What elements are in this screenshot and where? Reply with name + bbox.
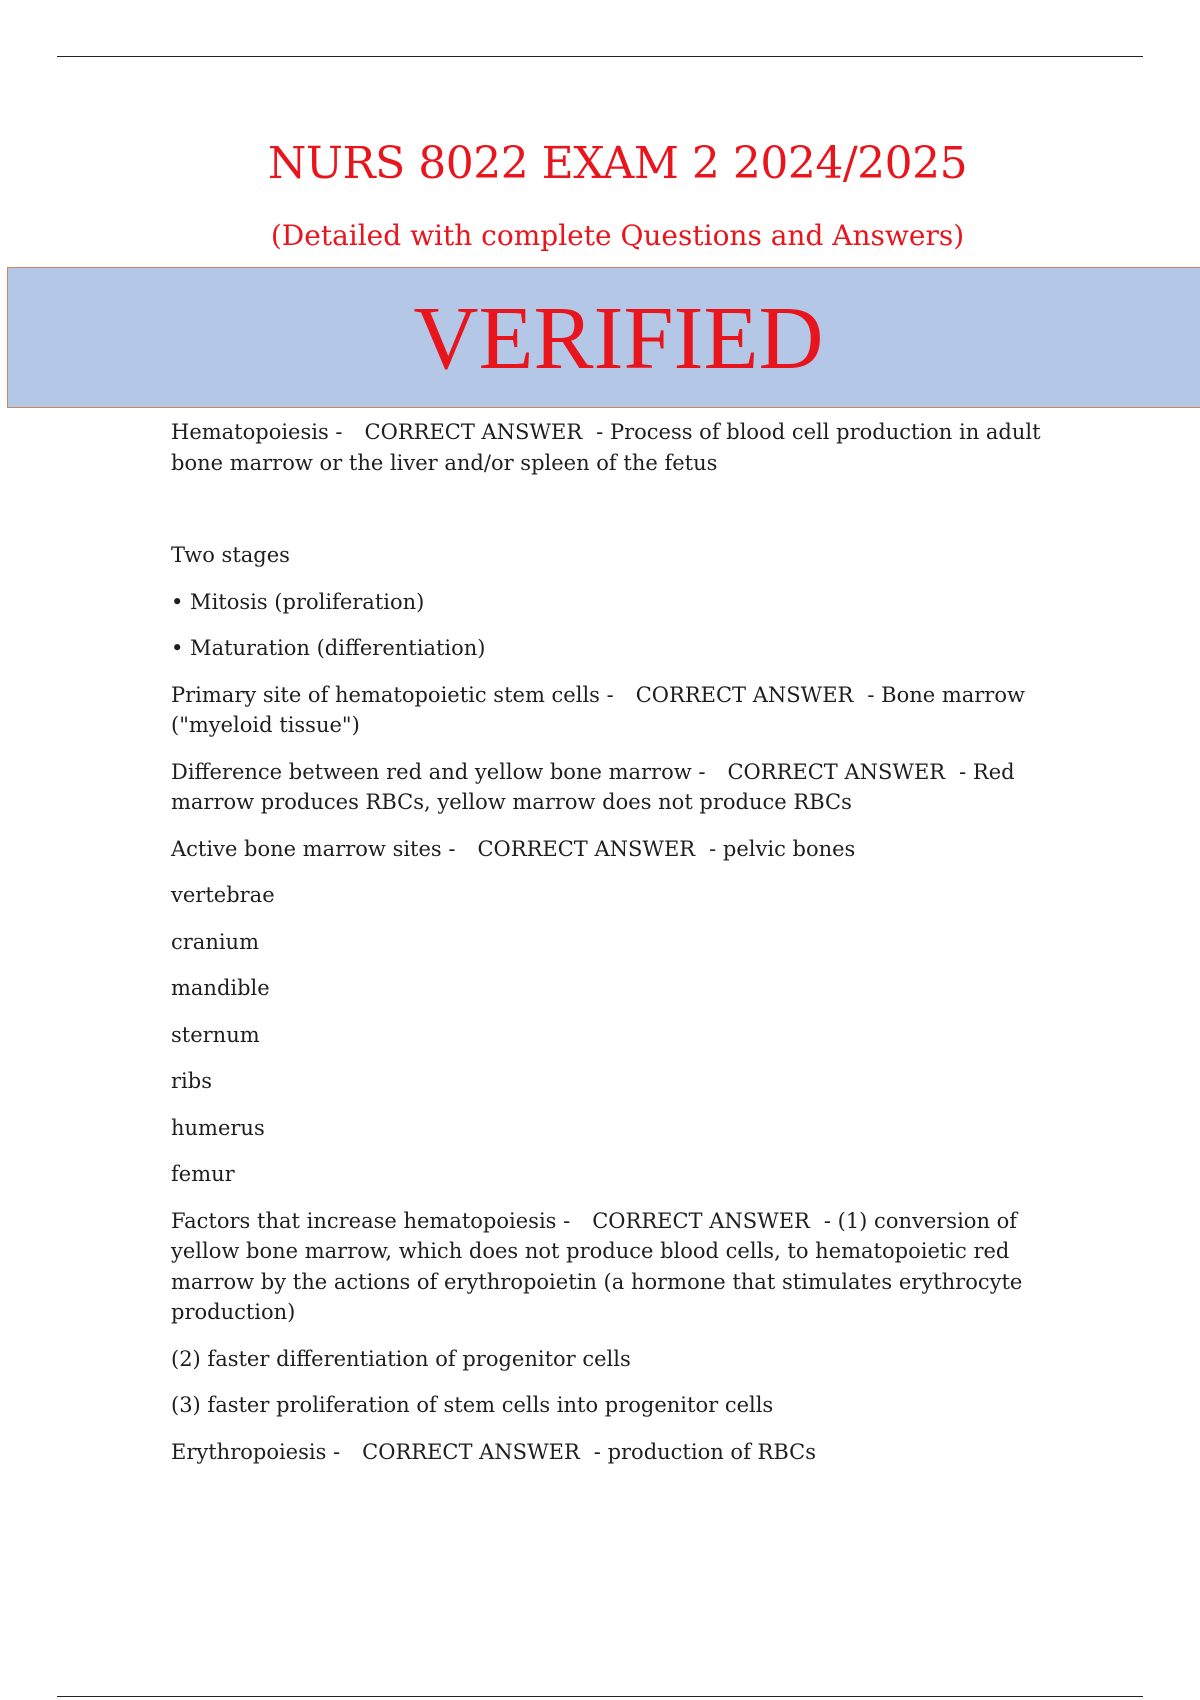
answer-text: - pelvic bones <box>709 836 856 861</box>
correct-answer-marker: CORRECT ANSWER <box>364 420 583 444</box>
top-rule <box>57 56 1143 57</box>
correct-answer-marker: CORRECT ANSWER <box>477 836 696 861</box>
list-item: ribs <box>171 1069 212 1093</box>
document-subtitle: (Detailed with complete Questions and Answers) <box>270 219 965 252</box>
answer-text: - production of RBCs <box>593 1439 816 1464</box>
answer-text: - Bone marrow ("myeloid tissue") <box>171 682 1025 737</box>
qa-entry <box>171 1206 1071 1328</box>
bullet-item: • Mitosis (proliferation) <box>171 589 425 614</box>
verified-banner-text: VERIFIED <box>413 289 824 388</box>
correct-answer-marker: CORRECT ANSWER <box>727 759 946 784</box>
text-line: (3) faster proliferation of stem cells into progenitor cells <box>171 1393 774 1417</box>
qa-entry <box>171 834 1071 865</box>
qa-entry <box>171 1437 1071 1468</box>
answer-text: - Red marrow produces RBCs, yellow marrow does not produce RBCs <box>171 759 1015 814</box>
list-item: vertebrae <box>171 883 275 907</box>
list-item: sternum <box>171 1022 260 1047</box>
list-item: humerus <box>171 1115 265 1140</box>
question-text: Hematopoiesis - <box>171 420 343 444</box>
answer-text: - (1) conversion of yellow bone marrow, which does not produce blood cells, to hematopoietic red marrow by the actions of erythropoietin (a hormone that stimulates erythrocyte production) <box>171 1208 1023 1324</box>
qa-content <box>171 417 1071 1483</box>
list-item: mandible <box>171 976 270 1000</box>
correct-answer-marker: CORRECT ANSWER <box>635 682 854 707</box>
list-item: cranium <box>171 929 259 954</box>
qa-entry <box>171 757 1071 818</box>
bullet-item: • Maturation (differentiation) <box>171 636 486 660</box>
question-text: Active bone marrow sites - <box>171 836 456 861</box>
qa-entry <box>171 680 1071 741</box>
verified-banner <box>7 267 1200 408</box>
question-text: Factors that increase hematopoiesis - <box>171 1208 571 1233</box>
question-text: Primary site of hematopoietic stem cells - <box>171 682 614 707</box>
text-line: (2) faster differentiation of progenitor cells <box>171 1346 631 1371</box>
text-line: Two stages <box>171 543 290 567</box>
question-text: Difference between red and yellow bone marrow - <box>171 759 706 784</box>
answer-text: - Process of blood cell production in adult bone marrow or the liver and/or spleen of the fetus <box>171 420 1041 475</box>
bottom-rule <box>57 1696 1143 1697</box>
qa-entry <box>171 417 1071 478</box>
question-text: Erythropoiesis - <box>171 1439 341 1464</box>
document-title: NURS 8022 EXAM 2 2024/2025 <box>267 138 968 189</box>
list-item: femur <box>171 1162 235 1186</box>
correct-answer-marker: CORRECT ANSWER <box>362 1439 580 1464</box>
correct-answer-marker: CORRECT ANSWER <box>592 1208 810 1233</box>
